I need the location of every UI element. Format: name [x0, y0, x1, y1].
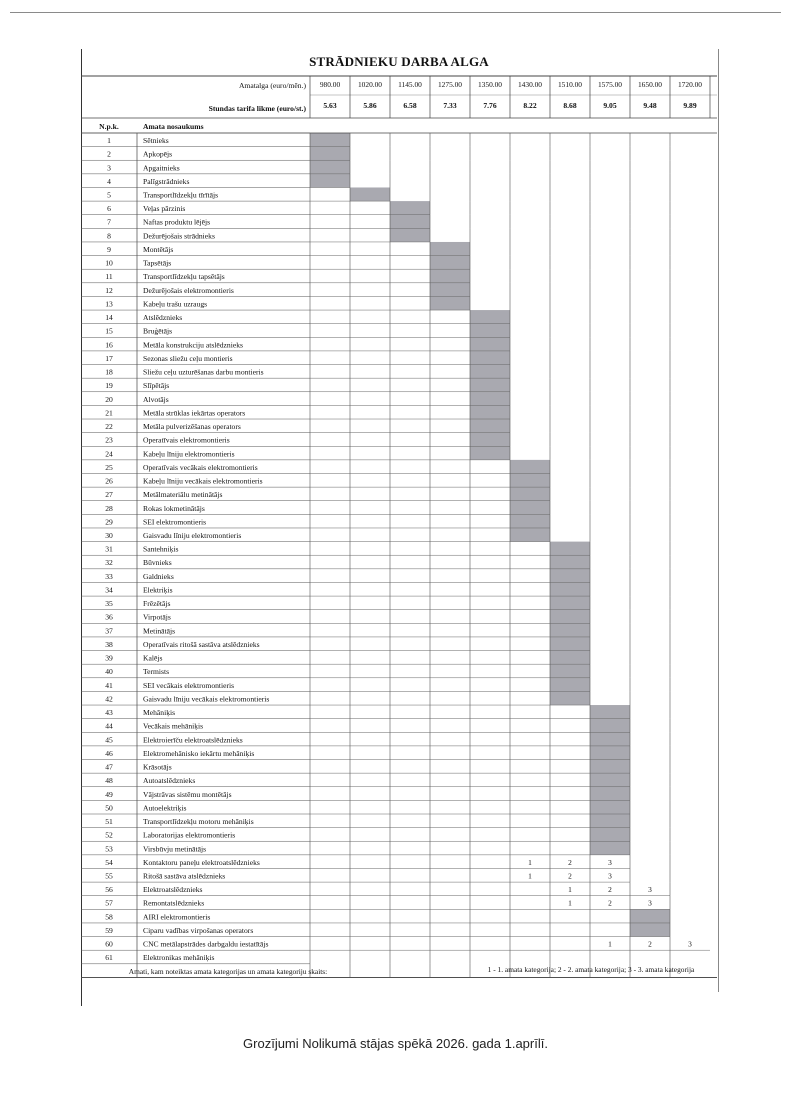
row-number: 35: [105, 599, 113, 609]
row-number: 38: [105, 639, 113, 649]
position-name: CNC metālapstrādes darbgaldu iestatītājs: [143, 939, 269, 949]
shaded-salary-cell: [390, 228, 430, 242]
shaded-salary-cell: [550, 555, 590, 569]
position-name: Elektronikas mehāniķis: [143, 953, 215, 963]
position-name: Autoatslēdznieks: [143, 776, 196, 786]
row-number: 46: [105, 748, 113, 758]
monthly-salary-value: 1430.00: [517, 80, 543, 89]
position-name: Kabeļu līniju elektromontieris: [143, 449, 235, 459]
row-number: 3: [107, 163, 111, 173]
shaded-salary-cell: [550, 569, 590, 583]
hourly-rate-label: Stundas tarifa likme (euro/st.): [208, 104, 306, 113]
shaded-salary-cell: [630, 909, 670, 923]
row-number: 26: [105, 476, 113, 486]
monthly-salary-value: 1275.00: [437, 80, 463, 89]
row-number: 7: [107, 217, 111, 227]
position-name: SEI elektromontieris: [143, 517, 207, 527]
position-name: Vecākais mehāniķis: [143, 721, 204, 731]
row-number: 30: [105, 531, 113, 540]
row-number: 39: [105, 653, 113, 663]
shaded-salary-cell: [510, 514, 550, 528]
shaded-salary-cell: [550, 637, 590, 651]
category-number: 2: [568, 871, 572, 881]
position-name: Metāla strūklas iekārtas operators: [143, 408, 246, 418]
shaded-salary-cell: [590, 773, 630, 787]
position-name: Sezonas sliežu ceļu montieris: [143, 353, 233, 363]
position-name: Frēzētājs: [143, 599, 171, 609]
category-number: 3: [648, 898, 652, 908]
row-number: 4: [107, 176, 111, 186]
row-number: 55: [105, 871, 113, 881]
position-name-header: Amata nosaukums: [143, 122, 204, 131]
row-number: 6: [107, 204, 111, 214]
row-number: 52: [105, 830, 113, 840]
row-number: 54: [105, 857, 113, 867]
row-number: 11: [105, 272, 113, 282]
shaded-salary-cell: [470, 351, 510, 365]
category-number: 1: [568, 885, 572, 895]
shaded-salary-cell: [310, 174, 350, 188]
row-number: 51: [105, 817, 113, 827]
shaded-salary-cell: [550, 651, 590, 665]
row-number: 9: [107, 244, 111, 254]
position-name: Gaisvadu līniju vecākais elektromontieris: [143, 694, 270, 704]
position-name: Ciparu vadības virpošanas operators: [143, 925, 254, 935]
position-name: Apkopējs: [143, 149, 173, 159]
category-legend-values: 1 - 1. amata kategorija; 2 - 2. amata kategorija; 3 - 3. amata kategorija: [487, 964, 695, 974]
row-number: 10: [105, 258, 113, 268]
position-name: Atslēdznieks: [143, 313, 183, 323]
row-number: 45: [105, 735, 113, 745]
row-number: 20: [105, 394, 113, 404]
category-number: 3: [648, 885, 652, 895]
position-name: Virpotājs: [143, 612, 171, 622]
shaded-salary-cell: [510, 501, 550, 515]
row-number: 48: [105, 776, 113, 786]
monthly-salary-value: 1350.00: [477, 80, 503, 89]
shaded-salary-cell: [510, 460, 550, 474]
shaded-salary-cell: [590, 705, 630, 719]
shaded-salary-cell: [430, 256, 470, 270]
position-name: Operatīvais vecākais elektromontieris: [143, 462, 258, 472]
footer-note: Grozījumi Nolikumā stājas spēkā 2026. gada 1.aprīlī.: [243, 1036, 548, 1051]
monthly-salary-value: 1575.00: [597, 80, 623, 89]
position-name: AIRI elektromontieris: [143, 912, 211, 922]
row-number: 42: [105, 694, 113, 704]
shaded-salary-cell: [470, 405, 510, 419]
position-name: Kabeļu līniju vecākais elektromontieris: [143, 476, 263, 486]
shaded-salary-cell: [510, 487, 550, 501]
category-number: 1: [528, 871, 532, 881]
shaded-salary-cell: [430, 296, 470, 310]
position-name: Palīgstrādnieks: [143, 176, 190, 186]
row-number: 37: [105, 626, 113, 636]
shaded-salary-cell: [590, 719, 630, 733]
row-number: 28: [105, 503, 113, 513]
row-number: 23: [105, 435, 113, 445]
position-name: Transportlīdzekļu tapsētājs: [143, 272, 225, 282]
position-name: Apgaitnieks: [143, 163, 180, 173]
shaded-salary-cell: [390, 215, 430, 229]
category-number: 2: [608, 885, 612, 895]
shaded-salary-cell: [550, 542, 590, 556]
position-name: Vājstrāvas sistēmu montētājs: [143, 789, 232, 799]
shaded-salary-cell: [550, 691, 590, 705]
row-number: 43: [105, 708, 113, 718]
shaded-salary-cell: [470, 419, 510, 433]
row-number: 58: [105, 912, 113, 922]
position-name: Termists: [143, 667, 170, 677]
shaded-salary-cell: [590, 746, 630, 760]
hourly-rate-value: 8.22: [523, 101, 537, 110]
row-number: 53: [105, 844, 113, 854]
row-number: 32: [105, 558, 113, 568]
shaded-salary-cell: [310, 133, 350, 147]
row-number: 17: [105, 353, 113, 363]
row-number: 1: [107, 136, 111, 146]
position-name: Rokas lokmetinātājs: [143, 503, 205, 513]
monthly-salary-value: 1510.00: [557, 80, 583, 89]
position-name: Bruģētājs: [143, 326, 173, 336]
category-number: 3: [608, 871, 612, 881]
category-number: 3: [608, 857, 612, 867]
position-name: Dežurējošais strādnieks: [143, 231, 215, 241]
shaded-salary-cell: [550, 678, 590, 692]
shaded-salary-cell: [470, 365, 510, 379]
position-name: Elektroierīču elektroatslēdznieks: [143, 735, 243, 745]
shaded-salary-cell: [470, 324, 510, 338]
row-number: 8: [107, 231, 111, 241]
shaded-salary-cell: [430, 269, 470, 283]
hourly-rate-value: 5.63: [323, 101, 337, 110]
shaded-salary-cell: [470, 433, 510, 447]
position-name: Sētnieks: [143, 136, 169, 146]
row-number: 47: [105, 762, 113, 772]
row-number: 34: [105, 585, 113, 595]
row-number: 31: [105, 544, 113, 554]
row-number: 14: [105, 313, 113, 323]
position-name: Autoelektriķis: [143, 803, 187, 813]
position-name: Slīpētājs: [143, 381, 170, 391]
category-number: 2: [608, 898, 612, 908]
category-number: 3: [688, 939, 692, 949]
position-name: Veļas pārzinis: [143, 204, 186, 214]
hourly-rate-value: 6.58: [403, 101, 417, 110]
shaded-salary-cell: [470, 446, 510, 460]
position-name: Tapsētājs: [143, 258, 172, 268]
position-name: Elektroatslēdznieks: [143, 885, 203, 895]
row-number: 36: [105, 612, 113, 622]
row-number: 44: [105, 721, 113, 731]
position-name: Metāla konstrukciju atslēdznieks: [143, 340, 243, 350]
row-number: 29: [105, 517, 113, 527]
row-number: 13: [105, 299, 113, 309]
row-number: 25: [105, 462, 113, 472]
hourly-rate-value: 5.86: [363, 101, 377, 110]
shaded-salary-cell: [510, 528, 550, 542]
monthly-salary-value: 1720.00: [677, 80, 703, 89]
position-name: Mehāniķis: [143, 708, 176, 718]
shaded-salary-cell: [430, 242, 470, 256]
row-number: 2: [107, 149, 111, 159]
hourly-rate-value: 9.89: [683, 101, 697, 110]
position-name: Kalējs: [143, 653, 163, 663]
monthly-salary-value: 1145.00: [398, 80, 422, 89]
row-number: 56: [105, 885, 113, 895]
shaded-salary-cell: [630, 923, 670, 937]
monthly-salary-label: Amatalga (euro/mēn.): [238, 81, 306, 90]
row-number: 61: [105, 953, 113, 963]
position-name: Krāsotājs: [143, 762, 172, 772]
hourly-rate-value: 9.05: [603, 101, 617, 110]
position-name: Metinātājs: [143, 626, 176, 636]
position-name: Remontatslēdznieks: [143, 898, 205, 908]
row-number: 57: [105, 898, 113, 908]
category-number: 1: [528, 857, 532, 867]
row-number: 18: [105, 367, 113, 377]
shaded-salary-cell: [590, 787, 630, 801]
shaded-salary-cell: [590, 828, 630, 842]
position-name: SEI vecākais elektromontieris: [143, 680, 235, 690]
shaded-salary-cell: [470, 337, 510, 351]
position-name: Operatīvais ritošā sastāva atslēdznieks: [143, 639, 260, 649]
row-number: 59: [105, 925, 113, 935]
category-number: 1: [608, 939, 612, 949]
shaded-salary-cell: [590, 800, 630, 814]
row-number: 50: [105, 803, 113, 813]
monthly-salary-value: 980.00: [319, 80, 341, 89]
position-name: Santehniķis: [143, 544, 179, 554]
shaded-salary-cell: [590, 732, 630, 746]
shaded-salary-cell: [470, 378, 510, 392]
hourly-rate-value: 7.33: [443, 101, 457, 110]
position-name: Sliežu ceļu uzturēšanas darbu montieris: [143, 367, 264, 377]
monthly-salary-value: 1650.00: [637, 80, 663, 89]
shaded-salary-cell: [590, 814, 630, 828]
position-name: Būvnieks: [143, 558, 172, 568]
number-header: N.p.k.: [99, 122, 119, 131]
position-name: Kontaktoru paneļu elektroatslēdznieks: [143, 857, 260, 867]
position-name: Alvotājs: [143, 394, 169, 404]
position-name: Transportlīdzekļu motoru mehāniķis: [143, 817, 254, 827]
row-number: 33: [105, 571, 113, 581]
row-number: 21: [105, 408, 113, 418]
position-name: Dežurējošais elektromontieris: [143, 285, 234, 295]
document-title: STRĀDNIEKU DARBA ALGA: [309, 54, 489, 69]
position-name: Galdnieks: [143, 571, 174, 581]
position-name: Metālmateriālu metinātājs: [143, 490, 223, 500]
row-number: 60: [105, 939, 113, 949]
position-name: Montētājs: [143, 244, 174, 254]
position-name: Gaisvadu līniju elektromontieris: [143, 531, 242, 540]
position-name: Elektriķis: [143, 585, 173, 595]
shaded-salary-cell: [390, 201, 430, 215]
shaded-salary-cell: [430, 283, 470, 297]
shaded-salary-cell: [550, 623, 590, 637]
position-name: Virsbūvju metinātājs: [143, 844, 207, 854]
category-number: 2: [648, 939, 652, 949]
row-number: 27: [105, 490, 113, 500]
row-number: 16: [105, 340, 113, 350]
shaded-salary-cell: [470, 310, 510, 324]
row-number: 12: [105, 285, 113, 295]
shaded-salary-cell: [470, 392, 510, 406]
position-name: Metāla pulverizēšanas operators: [143, 422, 241, 432]
row-number: 49: [105, 789, 113, 799]
position-name: Naftas produktu lējējs: [143, 217, 211, 227]
hourly-rate-value: 8.68: [563, 101, 577, 110]
category-number: 2: [568, 857, 572, 867]
position-name: Ritošā sastāva atslēdznieks: [143, 871, 226, 881]
shaded-salary-cell: [590, 760, 630, 774]
category-number: 1: [568, 898, 572, 908]
row-number: 15: [105, 326, 113, 336]
shaded-salary-cell: [550, 596, 590, 610]
row-number: 41: [105, 680, 113, 690]
shaded-salary-cell: [550, 610, 590, 624]
hourly-rate-value: 9.48: [643, 101, 657, 110]
position-name: Elektromehānisko iekārtu mehāniķis: [143, 748, 255, 758]
category-legend-label: Amati, kam noteiktas amata kategorijas un amata kategoriju skaits:: [128, 966, 328, 976]
shaded-salary-cell: [550, 582, 590, 596]
position-name: Operatīvais elektromontieris: [143, 435, 230, 445]
row-number: 40: [105, 667, 113, 677]
row-number: 22: [105, 422, 113, 432]
shaded-salary-cell: [310, 160, 350, 174]
row-number: 19: [105, 381, 113, 391]
row-number: 24: [105, 449, 113, 459]
row-number: 5: [107, 190, 111, 200]
shaded-salary-cell: [510, 474, 550, 488]
monthly-salary-value: 1020.00: [357, 80, 383, 89]
position-name: Laboratorijas elektromontieris: [143, 830, 236, 840]
shaded-salary-cell: [550, 664, 590, 678]
position-name: Transportlīdzekļu tīrītājs: [143, 190, 219, 200]
hourly-rate-value: 7.76: [483, 101, 497, 110]
shaded-salary-cell: [590, 841, 630, 855]
shaded-salary-cell: [310, 147, 350, 161]
position-name: Kabeļu trašu uzraugs: [143, 299, 208, 309]
shaded-salary-cell: [350, 187, 390, 201]
